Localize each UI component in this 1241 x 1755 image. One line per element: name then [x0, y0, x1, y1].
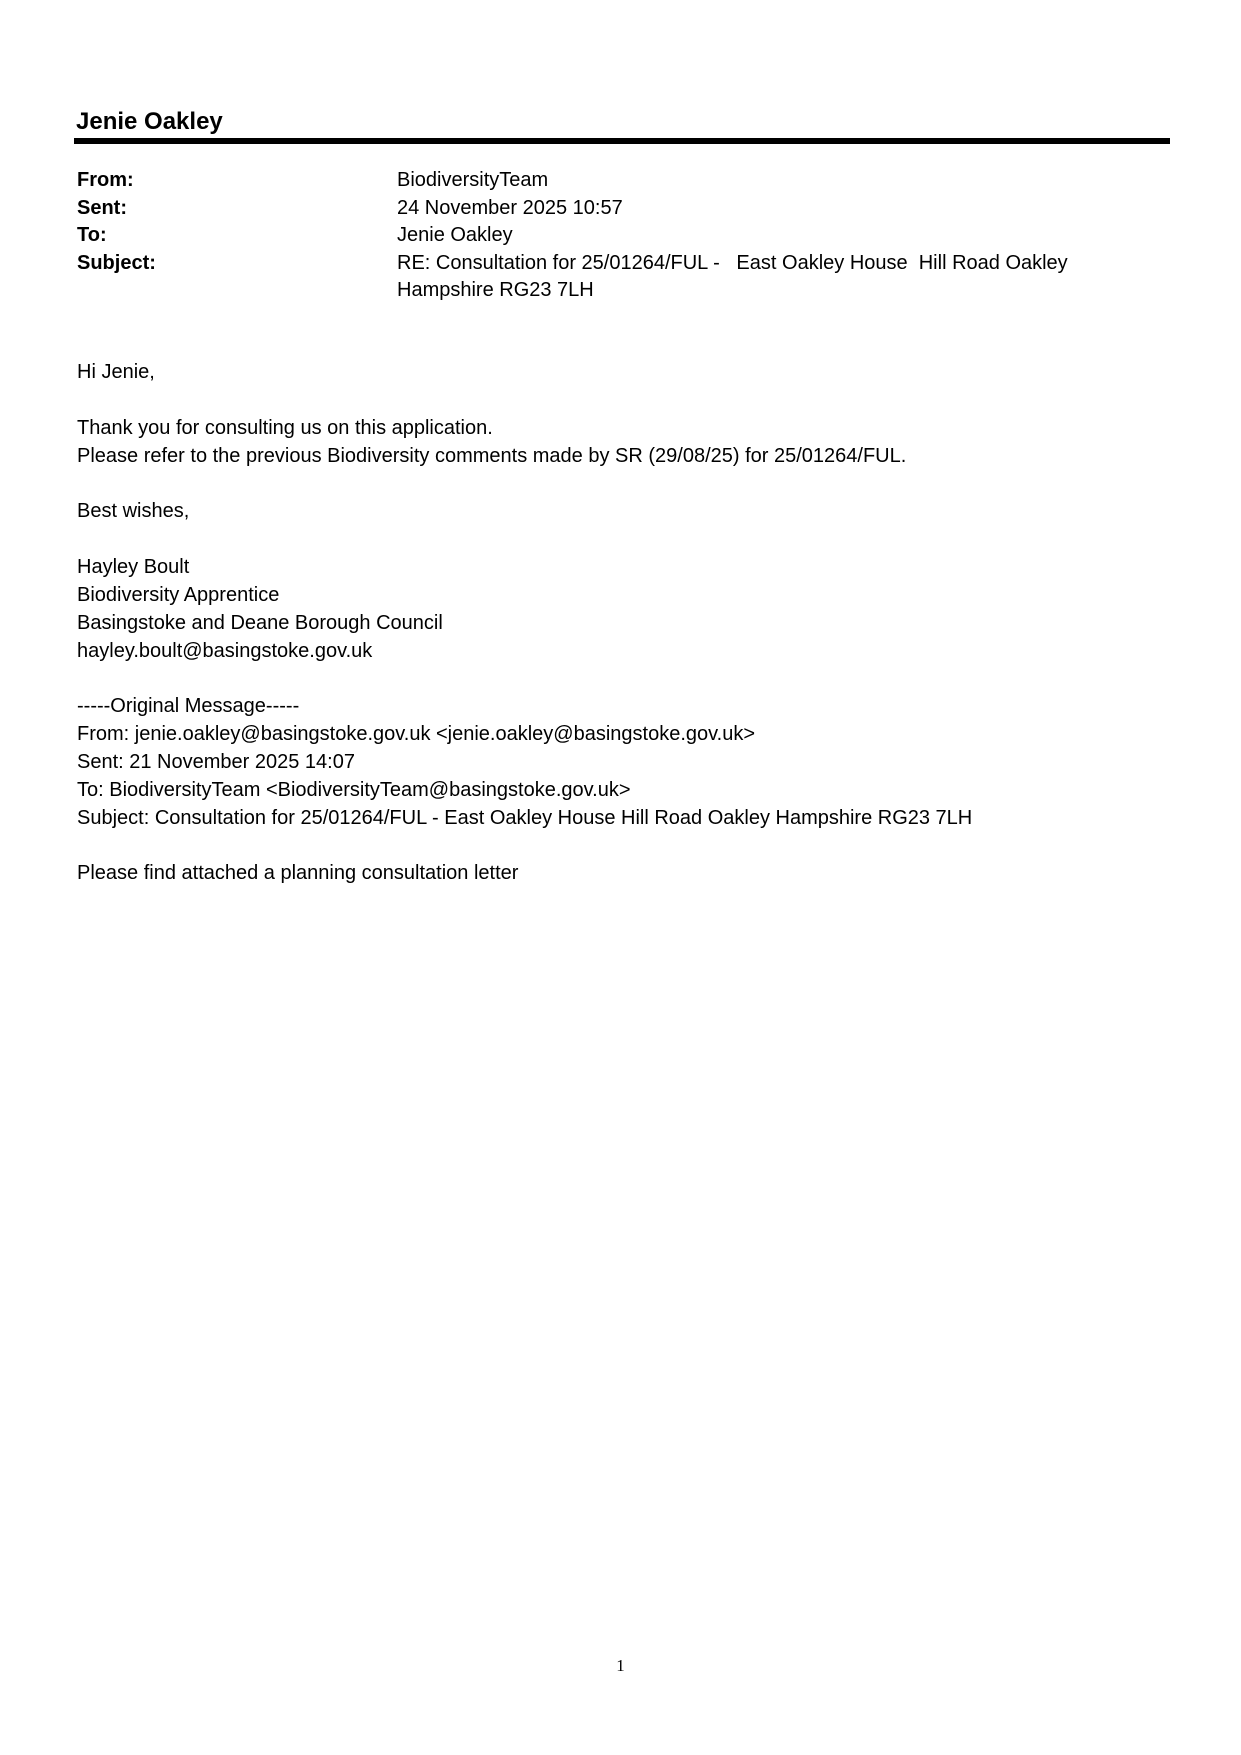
spacer	[77, 470, 1137, 498]
sent-label: Sent:	[77, 196, 127, 219]
header-row-sent	[77, 195, 1097, 223]
to-label: To:	[77, 224, 107, 246]
page-title: Jenie Oakley	[76, 108, 223, 135]
subject-value: RE: Consultation for 25/01264/FUL - East Oakley House Hill Road Oakley Hampshire RG23 7LH	[397, 251, 1074, 301]
header-row-subject	[77, 250, 1097, 305]
title-divider	[74, 138, 1170, 144]
original-message-separator: -----Original Message-----	[77, 695, 300, 718]
to-value: Jenie Oakley	[397, 224, 513, 246]
header-row-from	[77, 167, 1097, 195]
body-paragraph-line: Please refer to the previous Biodiversity comments made by SR (29/08/25) for 25/01264/FUL.	[77, 444, 907, 467]
page-number: 1	[616, 1656, 625, 1675]
spacer	[77, 832, 1137, 860]
spacer	[77, 665, 1137, 693]
greeting: Hi Jenie,	[77, 361, 155, 383]
email-header	[77, 167, 1097, 305]
signature-organisation: Basingstoke and Deane Borough Council	[77, 611, 443, 634]
email-body	[77, 359, 1137, 888]
header-row-to	[77, 222, 1097, 250]
spacer	[77, 387, 1137, 415]
signoff: Best wishes,	[77, 500, 190, 523]
from-label: From:	[77, 169, 134, 191]
body-paragraph-line: Thank you for consulting us on this application.	[77, 416, 493, 439]
subject-label: Subject:	[77, 251, 156, 274]
signature-role: Biodiversity Apprentice	[77, 583, 280, 606]
original-message-body: Please find attached a planning consultation letter	[77, 862, 519, 885]
original-message-from: From: jenie.oakley@basingstoke.gov.uk <jenie.oakley@basingstoke.gov.uk>	[77, 723, 756, 746]
original-message-to: To: BiodiversityTeam <BiodiversityTeam@basingstoke.gov.uk>	[77, 778, 631, 801]
spacer	[77, 526, 1137, 554]
original-message-sent: Sent: 21 November 2025 14:07	[77, 750, 355, 773]
sent-value: 24 November 2025 10:57	[397, 196, 623, 219]
from-value: BiodiversityTeam	[397, 169, 549, 191]
original-message-subject: Subject: Consultation for 25/01264/FUL - East Oakley House Hill Road Oakley Hampshire RG23 7LH	[77, 806, 973, 829]
signature-email: hayley.boult@basingstoke.gov.uk	[77, 639, 373, 662]
signature-name: Hayley Boult	[77, 556, 190, 579]
